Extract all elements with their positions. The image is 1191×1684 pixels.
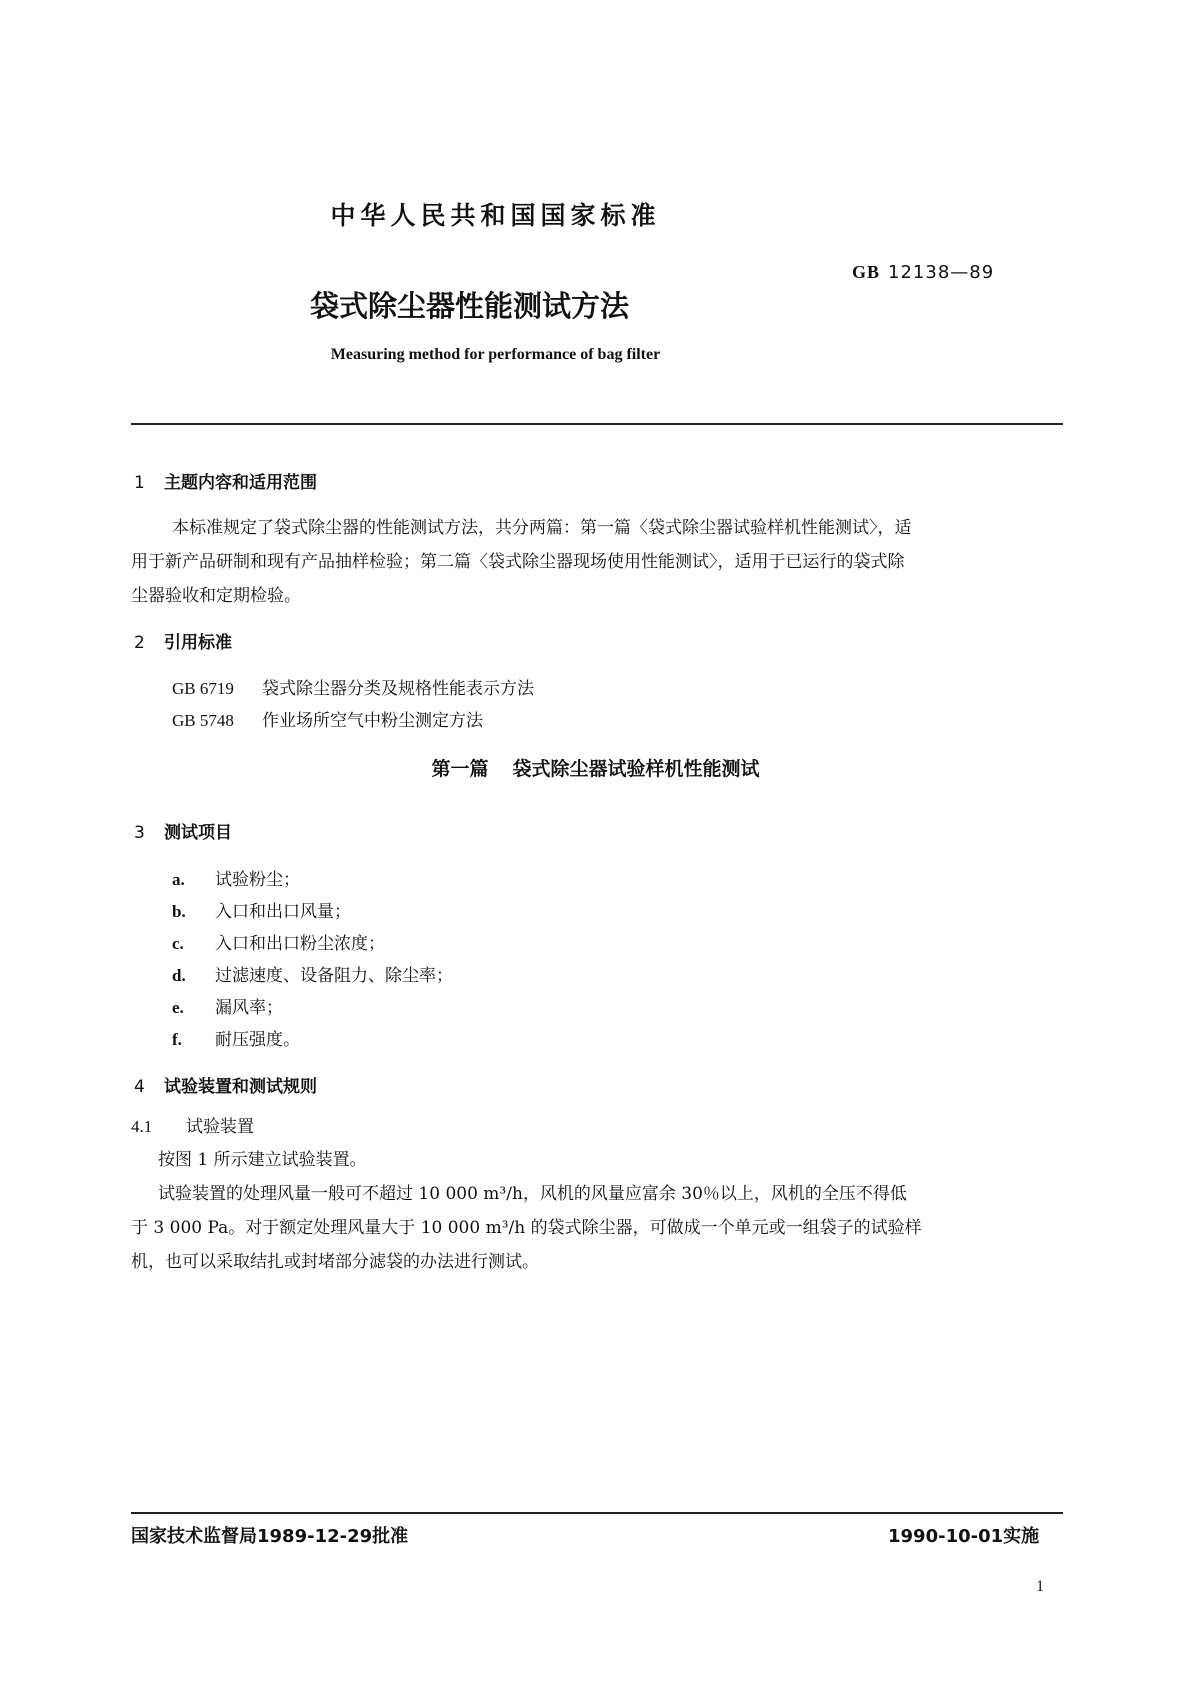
subsection-4-1-line-3: 于 3 000 Pa。对于额定处理风量大于 10 000 m³/h 的袋式除尘器，可做成一个单元或一组袋子的试验样 — [131, 1218, 922, 1238]
list-text: 入口和出口粉尘浓度； — [215, 934, 385, 954]
list-text: 入口和出口风量； — [215, 902, 351, 922]
standard-prefix: GB — [852, 262, 881, 282]
document-title-cn: 袋式除尘器性能测试方法 — [310, 289, 630, 323]
subsection-4-1-line-2: 试验装置的处理风量一般可不超过 10 000 m³/h，风机的风量应富余 30％以上，风机的全压不得低 — [158, 1184, 907, 1204]
approval-date: 国家技术监督局1989-12-29批准 — [131, 1526, 409, 1547]
subsection-4-1-heading — [131, 1110, 254, 1144]
footer-divider — [131, 1512, 1063, 1514]
subsection-title: 试验装置 — [186, 1117, 254, 1137]
section-1-line-3: 尘器验收和定期检验。 — [131, 586, 301, 606]
list-text: 试验粉尘； — [215, 870, 300, 890]
standard-number — [852, 262, 994, 283]
list-marker: a. — [172, 870, 185, 889]
section-1-heading — [134, 468, 317, 493]
section-title: 主题内容和适用范围 — [164, 473, 317, 493]
reference-item — [172, 674, 534, 699]
list-item — [172, 865, 300, 890]
section-1-line-2: 用于新产品研制和现有产品抽样检验；第二篇〈袋式除尘器现场使用性能测试〉，适用于已运行的袋式除 — [131, 552, 905, 572]
section-title: 试验装置和测试规则 — [164, 1077, 317, 1097]
list-marker: e. — [172, 998, 184, 1017]
section-1-line-1: 本标准规定了袋式除尘器的性能测试方法，共分两篇：第一篇〈袋式除尘器试验样机性能测试〉，适 — [172, 518, 912, 538]
list-marker: d. — [172, 966, 186, 985]
effective-date: 1990-10-01实施 — [888, 1526, 1040, 1547]
section-number: 1 — [134, 473, 145, 493]
reference-code: GB 6719 — [172, 679, 234, 698]
part-label: 第一篇 — [431, 758, 489, 780]
section-title: 测试项目 — [164, 823, 232, 843]
reference-code: GB 5748 — [172, 711, 234, 730]
section-number: 4 — [134, 1077, 145, 1097]
list-text: 耐压强度。 — [215, 1030, 300, 1050]
part-name: 袋式除尘器试验样机性能测试 — [512, 758, 760, 780]
list-item — [172, 897, 351, 922]
part-1-title — [0, 754, 1191, 781]
list-item — [172, 1025, 300, 1050]
list-text: 漏风率； — [215, 998, 283, 1018]
subsection-4-1-line-4: 机，也可以采取结扎或封堵部分滤袋的办法进行测试。 — [131, 1252, 539, 1272]
list-item — [172, 929, 385, 954]
list-item — [172, 961, 453, 986]
section-4-heading — [134, 1072, 317, 1097]
list-item — [172, 993, 283, 1018]
section-3-heading — [134, 818, 232, 843]
header-divider — [131, 423, 1063, 425]
list-marker: c. — [172, 934, 184, 953]
reference-name: 袋式除尘器分类及规格性能表示方法 — [262, 679, 534, 699]
page-number: 1 — [1036, 1578, 1044, 1595]
section-number: 2 — [134, 633, 145, 653]
document-title-en: Measuring method for performance of bag filter — [330, 346, 661, 363]
subsection-4-1-line-1: 按图 1 所示建立试验装置。 — [158, 1150, 367, 1170]
section-title: 引用标准 — [164, 633, 232, 653]
issuer-title: 中华人民共和国国家标准 — [330, 201, 661, 230]
section-2-heading — [134, 628, 232, 653]
section-number: 3 — [134, 823, 145, 843]
reference-item — [172, 706, 483, 731]
reference-name: 作业场所空气中粉尘测定方法 — [262, 711, 483, 731]
standard-code: 12138—89 — [888, 262, 995, 283]
list-marker: b. — [172, 902, 186, 921]
list-text: 过滤速度、设备阻力、除尘率； — [215, 966, 453, 986]
list-marker: f. — [172, 1030, 182, 1049]
subsection-number: 4.1 — [131, 1117, 153, 1136]
